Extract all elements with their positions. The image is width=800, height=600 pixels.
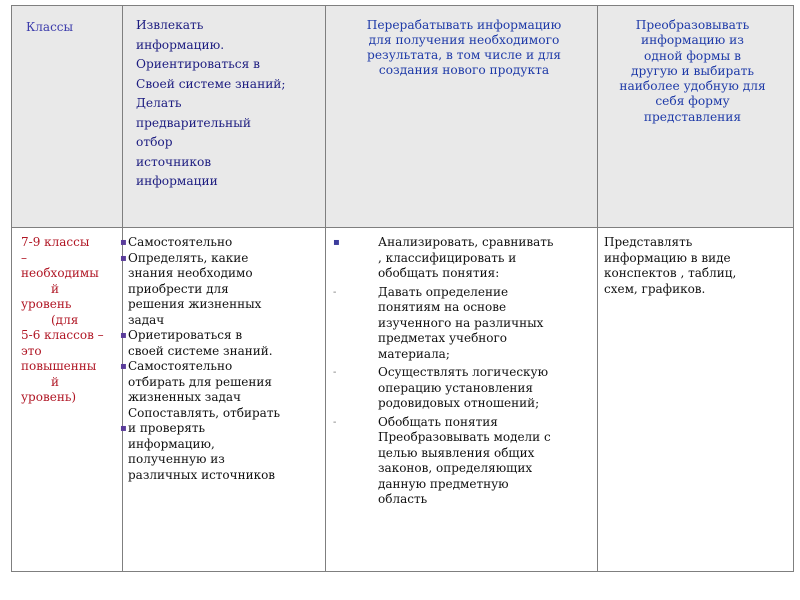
text-line: 7-9 классы [21, 235, 90, 249]
list-item [333, 235, 593, 282]
text-line: представления [643, 109, 742, 124]
text-line: Извлекать [136, 18, 204, 32]
header-process-info [340, 18, 588, 78]
text-line: – [21, 250, 27, 265]
text-line: информацию. [136, 37, 225, 52]
list-item [333, 285, 593, 363]
bullet-icon: ▪ [120, 361, 127, 372]
text-line: предварительный [136, 115, 251, 130]
list-item [120, 421, 322, 483]
text-line: наиболее удобную для [619, 79, 766, 94]
text-line: информацию в виде [604, 250, 731, 265]
table-border-bottom [11, 571, 794, 572]
text-line: создания нового продукта [378, 63, 550, 77]
bullet-icon: ▪ [120, 237, 127, 248]
list-item [120, 359, 322, 421]
header-classes: Классы [26, 20, 74, 34]
text-line: для получения необходимого [368, 33, 560, 47]
list-item [333, 365, 593, 412]
row-extract-skills [120, 235, 322, 483]
text-line: Осуществлять логическую [378, 365, 549, 379]
header-transform-info [605, 18, 780, 125]
text-line: родовидовых отношений; [378, 396, 540, 410]
bullet-icon: ▪ [333, 237, 340, 248]
table-border-top [11, 5, 794, 6]
column-divider-1 [122, 5, 123, 572]
list-item [120, 328, 322, 359]
text-line: Самостоятельно [128, 235, 233, 249]
text-line: уровень [21, 297, 72, 311]
text-line: Анализировать, сравнивать [378, 235, 554, 249]
row-process-skills [333, 235, 593, 508]
text-line: Представлять [604, 235, 693, 249]
table-row-divider [11, 227, 794, 228]
text-line: предметах учебного [378, 331, 508, 345]
text-line: повышенны [21, 359, 97, 373]
text-line: й [51, 281, 59, 296]
bullet-icon: ▪ [120, 330, 127, 341]
text-line: результата, в том числе и для [367, 48, 561, 62]
text-line: Обобщать понятия [378, 414, 498, 429]
text-line: (для [51, 312, 79, 327]
table-border-right [793, 5, 794, 572]
text-line: Ориетироваться в [128, 328, 243, 342]
text-line: Определять, какие [128, 250, 249, 265]
text-line: своей системе знаний. [128, 343, 273, 358]
text-line: область [378, 492, 428, 506]
text-line: различных источников [128, 467, 276, 482]
text-line: это [21, 343, 42, 358]
text-line: Перерабатывать информацию [366, 18, 562, 32]
text-line: конспектов , таблиц, [604, 266, 737, 280]
text-line: жизненных задач [128, 390, 241, 404]
list-item [120, 250, 322, 329]
text-line: целью выявления общих [378, 445, 535, 460]
text-line: Своей системе знаний; [136, 76, 286, 91]
text-line: уровень) [21, 390, 77, 404]
text-line: отбор [136, 135, 173, 149]
text-line: операцию установления [378, 380, 533, 395]
text-line: Ориентироваться в [136, 57, 261, 71]
text-line: информации [136, 174, 218, 188]
text-line: себя форму [655, 94, 730, 109]
text-line: приобрести для [128, 281, 229, 296]
bullet-icon: ▪ [120, 252, 127, 264]
text-line: источников [136, 154, 212, 169]
text-line: полученную из [128, 452, 225, 466]
text-line: Самостоятельно [128, 359, 233, 373]
text-line: и проверять [128, 421, 205, 435]
bullet-icon: - [333, 286, 337, 298]
text-line: знания необходимо [128, 266, 253, 280]
text-line: изученного на различных [378, 315, 544, 330]
text-line: одной формы в [644, 48, 741, 63]
text-line: Давать определение [378, 284, 509, 299]
text-line: другую и выбирать [631, 63, 754, 78]
bullet-icon: ▪ [120, 423, 127, 434]
column-divider-3 [597, 5, 598, 572]
text-line: законов, определяющих [378, 461, 533, 475]
text-line: Делать [136, 96, 182, 110]
column-divider-2 [325, 5, 326, 572]
text-line: 5-6 классов – [21, 328, 104, 342]
header-extract-info [136, 16, 316, 192]
table-border-left [11, 5, 12, 572]
text-line: материала; [378, 346, 450, 361]
text-line: й [51, 374, 59, 389]
text-line: схем, графиков. [604, 281, 706, 296]
list-item [333, 415, 593, 508]
bullet-icon: - [333, 416, 337, 428]
text-line: отбирать для решения [128, 374, 272, 389]
text-line: информацию из [641, 33, 744, 48]
bullet-icon: - [333, 367, 337, 378]
row-transform-skills [604, 235, 784, 297]
text-line: данную предметную [378, 476, 509, 491]
text-line: Преобразовывать модели с [378, 430, 551, 444]
text-line: Сопоставлять, отбирать [128, 405, 280, 420]
text-line: информацию, [128, 436, 215, 451]
text-line: понятиям на основе [378, 300, 507, 314]
text-line: необходимы [21, 266, 99, 280]
text-line: задач [128, 312, 165, 327]
text-line: решения жизненных [128, 297, 262, 311]
text-line: обобщать понятия: [378, 266, 500, 280]
list-item [120, 235, 322, 251]
text-line: , классифицировать и [378, 250, 517, 265]
text-line: Преобразовывать [635, 18, 750, 32]
row-classes-levels [21, 235, 111, 406]
